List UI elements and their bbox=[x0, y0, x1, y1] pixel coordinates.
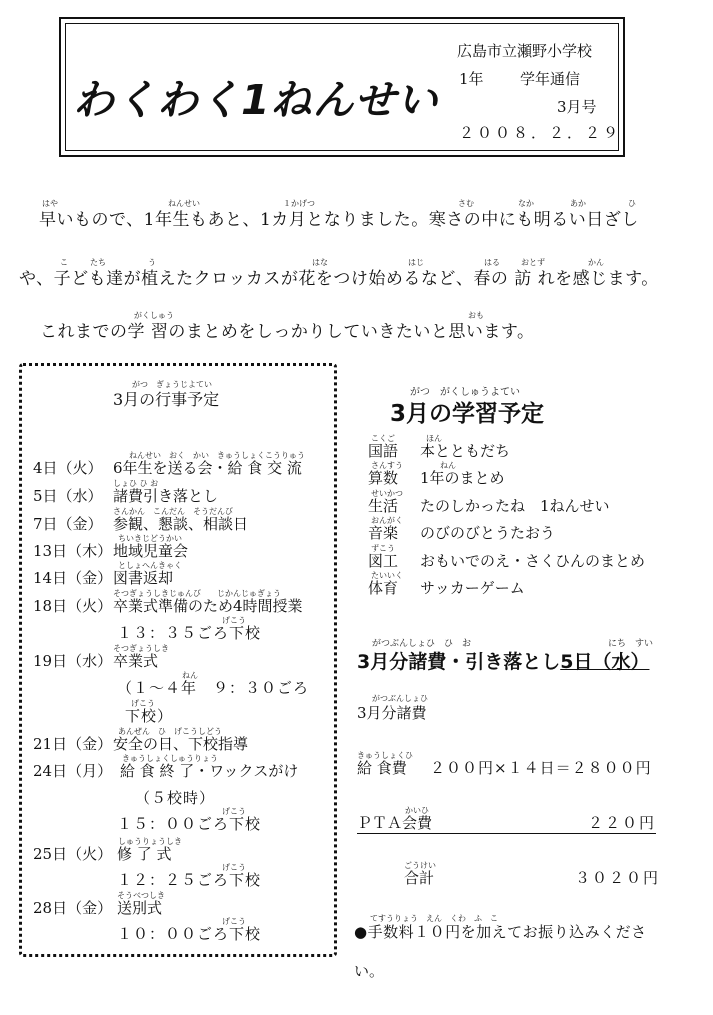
transfer-note-end: い。 bbox=[354, 962, 385, 980]
content-ruby: ほん bbox=[426, 434, 442, 443]
subject-name: 音楽 bbox=[368, 524, 399, 542]
subject-ruby: おんがく bbox=[371, 516, 403, 525]
gekou-ruby: げこう bbox=[222, 616, 246, 625]
ruby-nensei: ねんせい bbox=[168, 199, 200, 208]
study-heading-ruby: がつ がくしゅうよてい bbox=[410, 387, 520, 398]
event-subtext: （５校時） bbox=[135, 789, 216, 807]
event-ruby: ねんせい おく かい きゅうしょくこうりゅう bbox=[129, 451, 305, 460]
subject-name: 図工 bbox=[368, 552, 399, 570]
event-ruby: ちいきじどうかい bbox=[118, 534, 182, 543]
event-ruby: しょひ ひ お bbox=[113, 479, 159, 488]
event-subtext: 下校） bbox=[125, 707, 174, 725]
grade-label: 1年 bbox=[459, 70, 484, 88]
event-ruby: そつぎょうしきじゅんび じかんじゅぎょう bbox=[113, 589, 281, 598]
event-text: 安全の日、下校指導 bbox=[113, 735, 249, 753]
lunch-ruby: きゅうしょくひ bbox=[357, 751, 413, 760]
event-subtext: １２：２５ごろ下校 bbox=[117, 871, 262, 889]
event-subtext: １３：３５ごろ下校 bbox=[117, 624, 262, 642]
subject-ruby: さんすう bbox=[371, 461, 403, 470]
ruby-haru: はる bbox=[484, 258, 500, 267]
ruby-ikkagetsu: １かげつ bbox=[283, 199, 315, 208]
intro-line-3: これまでの学 習のまとめをしっかりしていきたいと思います。 bbox=[40, 322, 535, 342]
subject-content: のびのびとうたおう bbox=[420, 524, 556, 542]
ruby-haya: はや bbox=[42, 199, 58, 208]
gekou-ruby: げこう bbox=[131, 699, 155, 708]
ruby-hi: ひ bbox=[628, 199, 636, 208]
content-ruby: ねん bbox=[440, 461, 456, 470]
subject-content: おもいでのえ・さくひんのまとめ bbox=[420, 552, 646, 570]
study-heading: 3月の学習予定 bbox=[390, 401, 545, 427]
pta-fee-value: ２２０円 bbox=[587, 814, 656, 832]
intro-line-1: 早いもので、1年生もあと、1カ月となりました。寒さの中にも明るい日ざし bbox=[39, 210, 639, 230]
subject-ruby: ずこう bbox=[371, 544, 395, 553]
ruby-naka: なか bbox=[518, 199, 534, 208]
ruby-omo: おも bbox=[468, 311, 484, 320]
issue-label: 3月号 bbox=[557, 98, 597, 116]
subject-ruby: こくご bbox=[371, 434, 395, 443]
newsletter-type: 学年通信 bbox=[520, 70, 581, 88]
event-date: 18日（火） bbox=[33, 597, 113, 615]
lunch-fee-label: 給 食費 bbox=[357, 759, 407, 777]
event-ruby: さんかん こんだん そうだんび bbox=[113, 507, 233, 516]
event-ruby: そうべつしき bbox=[117, 891, 165, 900]
event-ruby: としょへんきゃく bbox=[118, 561, 182, 570]
event-subtext: １５：００ごろ下校 bbox=[117, 815, 262, 833]
note-ruby: てすうりょう えん くわ ふ こ bbox=[370, 914, 498, 923]
subject-content: 1年のまとめ bbox=[420, 469, 505, 487]
event-date: 7日（金） bbox=[33, 515, 103, 533]
fees-heading bbox=[357, 647, 649, 674]
subject-content: 本とともだち bbox=[420, 442, 511, 460]
total-ruby: ごうけい bbox=[404, 861, 436, 870]
event-text: 給 食 終 了・ワックスがけ bbox=[120, 762, 299, 780]
event-date: 4日（火） bbox=[33, 459, 103, 477]
event-date: 5日（水） bbox=[33, 487, 103, 505]
transfer-note: ●手数料１０円を加えてお振り込みくださ bbox=[354, 923, 647, 941]
event-text: 卒業式 bbox=[113, 652, 159, 670]
school-name: 広島市立瀬野小学校 bbox=[457, 42, 593, 60]
lunch-fee-value: ２００円×１４日＝２８００円 bbox=[430, 759, 652, 777]
event-text: 6年生を送る会・給 食 交 流 bbox=[113, 459, 302, 477]
issue-date: ２００８．２．２９ bbox=[459, 124, 622, 142]
subject-name: 国語 bbox=[368, 442, 399, 460]
event-date: 14日（金） bbox=[33, 569, 113, 587]
events-heading: 3月の行事予定 bbox=[113, 390, 220, 409]
intro-line-2: や、子ども達が植えたクロッカスが花をつけ始めるなど、春の 訪 れを感じます。 bbox=[19, 269, 659, 289]
fees-heading-ruby: がつぶんしょひ ひ お bbox=[372, 639, 472, 649]
gekou-ruby: げこう bbox=[222, 863, 246, 872]
event-date: 13日（木） bbox=[33, 542, 113, 560]
event-subtext: １０：００ごろ下校 bbox=[117, 925, 262, 943]
event-text: 修 了 式 bbox=[117, 845, 172, 863]
event-text: 卒業式準備のため4時間授業 bbox=[113, 597, 303, 615]
subject-ruby: たいいく bbox=[371, 571, 403, 580]
ruby-u: う bbox=[148, 258, 156, 267]
subject-name: 算数 bbox=[368, 469, 399, 487]
ruby-otozu: おとず bbox=[521, 258, 545, 267]
pta-ruby: かいひ bbox=[405, 806, 429, 815]
fees-heading-date: 5日（水） bbox=[560, 651, 650, 673]
ruby-samu: さむ bbox=[458, 199, 474, 208]
event-text: 地域児童会 bbox=[113, 542, 189, 560]
fees-subheading: 3月分諸費 bbox=[357, 704, 427, 722]
newsletter-title: わくわく1ねんせい bbox=[73, 76, 439, 124]
ruby-tachi: たち bbox=[90, 258, 106, 267]
ruby-gakushuu: がくしゅう bbox=[134, 311, 174, 320]
subject-content: たのしかったね 1ねんせい bbox=[420, 497, 610, 515]
event-ruby: そつぎょうしき bbox=[113, 644, 169, 653]
subject-ruby: せいかつ bbox=[371, 489, 403, 498]
total-label: 合計 bbox=[404, 869, 435, 887]
fees-heading-main: 3月分諸費・引き落とし bbox=[357, 651, 561, 673]
ruby-hana: はな bbox=[312, 258, 328, 267]
ruby-kan: かん bbox=[588, 258, 604, 267]
event-text: 図書返却 bbox=[113, 569, 174, 587]
ruby-aka: あか bbox=[570, 199, 586, 208]
event-ruby: あんぜん ひ げこうしどう bbox=[118, 727, 222, 736]
ruby-haji: はじ bbox=[408, 258, 424, 267]
event-date: 28日（金） bbox=[33, 899, 113, 917]
fees-sub-ruby: がつぶんしょひ bbox=[372, 694, 428, 703]
event-ruby: きゅうしょくしゅうりょう bbox=[122, 754, 218, 763]
nen-ruby: ねん bbox=[182, 671, 198, 680]
gekou-ruby: げこう bbox=[222, 807, 246, 816]
pta-fee-label: ＰＴＡ会費 bbox=[357, 814, 433, 832]
fees-date-ruby: にち すい bbox=[608, 639, 654, 649]
event-date: 25日（火） bbox=[33, 845, 113, 863]
subject-name: 生活 bbox=[368, 497, 399, 515]
event-text: 諸費引き落とし bbox=[113, 487, 219, 505]
pta-row bbox=[357, 812, 656, 834]
event-subtext: （１〜４年 ９：３０ごろ bbox=[117, 679, 310, 697]
event-text: 参観、懇談、相談日 bbox=[113, 515, 249, 533]
event-date: 21日（金） bbox=[33, 735, 113, 753]
event-ruby: しゅうりょうしき bbox=[118, 837, 182, 846]
event-date: 24日（月） bbox=[33, 762, 113, 780]
event-text: 送別式 bbox=[117, 899, 163, 917]
subject-content: サッカーゲーム bbox=[420, 579, 525, 597]
total-value: ３０２０円 bbox=[575, 869, 661, 887]
event-date: 19日（水） bbox=[33, 652, 113, 670]
subject-name: 体育 bbox=[368, 579, 399, 597]
gekou-ruby: げこう bbox=[222, 917, 246, 926]
ruby-ko: こ bbox=[60, 258, 68, 267]
events-heading-ruby: がつ ぎょうじよてい bbox=[132, 380, 212, 389]
